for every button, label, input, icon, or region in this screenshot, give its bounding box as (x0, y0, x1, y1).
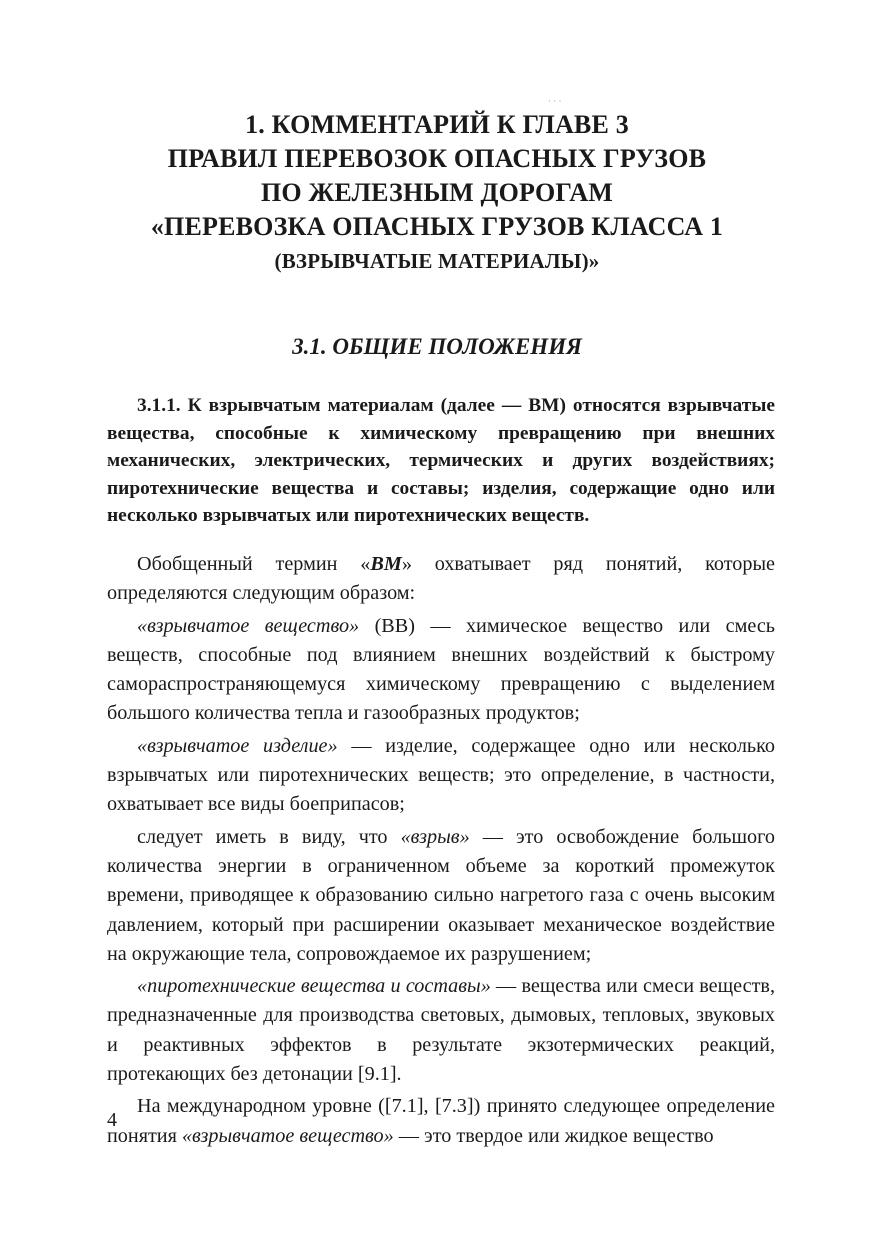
term-pyrotechnic: «пиротехнические вещества и составы» (137, 975, 491, 998)
chapter-heading-line-1: 1. КОММЕНТАРИЙ К ГЛАВЕ 3 (245, 110, 629, 139)
term-explosion: «взрыв» (400, 825, 470, 848)
page-number: 4 (107, 1109, 117, 1131)
chapter-heading-line-4: «ПЕРЕВОЗКА ОПАСНЫХ ГРУЗОВ КЛАССА 1 (150, 212, 724, 241)
chapter-heading (100, 108, 774, 278)
chapter-heading-line-5: (ВЗРЫВЧАТЫЕ МАТЕРИАЛЫ)» (274, 249, 600, 273)
term-explosive-article: «взрывчатое изделие» (137, 734, 338, 757)
term-explosive-substance-intl: «взрывчатое вещество» (181, 1124, 394, 1147)
paragraph-pyrotechnic: «пиротехнические вещества и составы» — вещества или смеси веществ, предназначенные для производства световых, дымовых, тепловых, звуковых и реактивных эффектов в результате экзотермических реакций, протекающих без детонации [9.1]. (107, 975, 776, 1086)
paragraph-explosion: следует иметь в виду, что «взрыв» — это освобождение большого количества энергии в ограниченном объеме за короткий промежуток времени, приводящее к образованию сильно нагретого газа с очень высоким давлением, который при расширении оказывает механическое воздействие на окружающие тела, сопровождаемое их разрушением; (107, 825, 775, 965)
clause-3-1-1: 3.1.1. К взрывчатым материалам (далее — ВМ) относятся взрывчатые вещества, способные к химическому превращению при внешних механических, электрических, термических и других воздействиях; пиротехнические вещества и составы; изделия, содержащие одно или несколько взрывчатых или пиротехнических веществ. (107, 395, 775, 526)
chapter-heading-line-2: ПРАВИЛ ПЕРЕВОЗОК ОПАСНЫХ ГРУЗОВ (167, 144, 707, 173)
paragraph-general-term: Обобщенный термин «ВМ» охватывает ряд понятий, которые определяются следующим образом: (107, 553, 775, 605)
term-vm: ВМ (370, 553, 402, 575)
paragraph-explosive-substance: «взрывчатое вещество» (ВВ) — химическое вещество или смесь веществ, способные под влиянием внешних воздействий к быстрому самораспространяющемуся химическому превращению с выделением большого количества тепла и газообразных продуктов; (107, 614, 775, 725)
term-explosive-substance: «взрывчатое вещество» (137, 614, 360, 637)
scan-speck-decoration: · · · (548, 96, 562, 106)
paragraph-international: На международном уровне ([7.1], [7.3]) принято следующее определение понятия «взрывчатое вещество» — это твердое или жидкое вещество (107, 1095, 775, 1147)
paragraph-explosive-article: «взрывчатое изделие» — изделие, содержащее одно или несколько взрывчатых или пиротехнических веществ; это определение, в частности, охватывает все виды боеприпасов; (107, 734, 776, 816)
section-title: 3.1. ОБЩИЕ ПОЛОЖЕНИЯ (292, 334, 582, 359)
chapter-heading-line-3: ПО ЖЕЛЕЗНЫМ ДОРОГАМ (260, 178, 614, 207)
body-text (107, 550, 775, 1151)
